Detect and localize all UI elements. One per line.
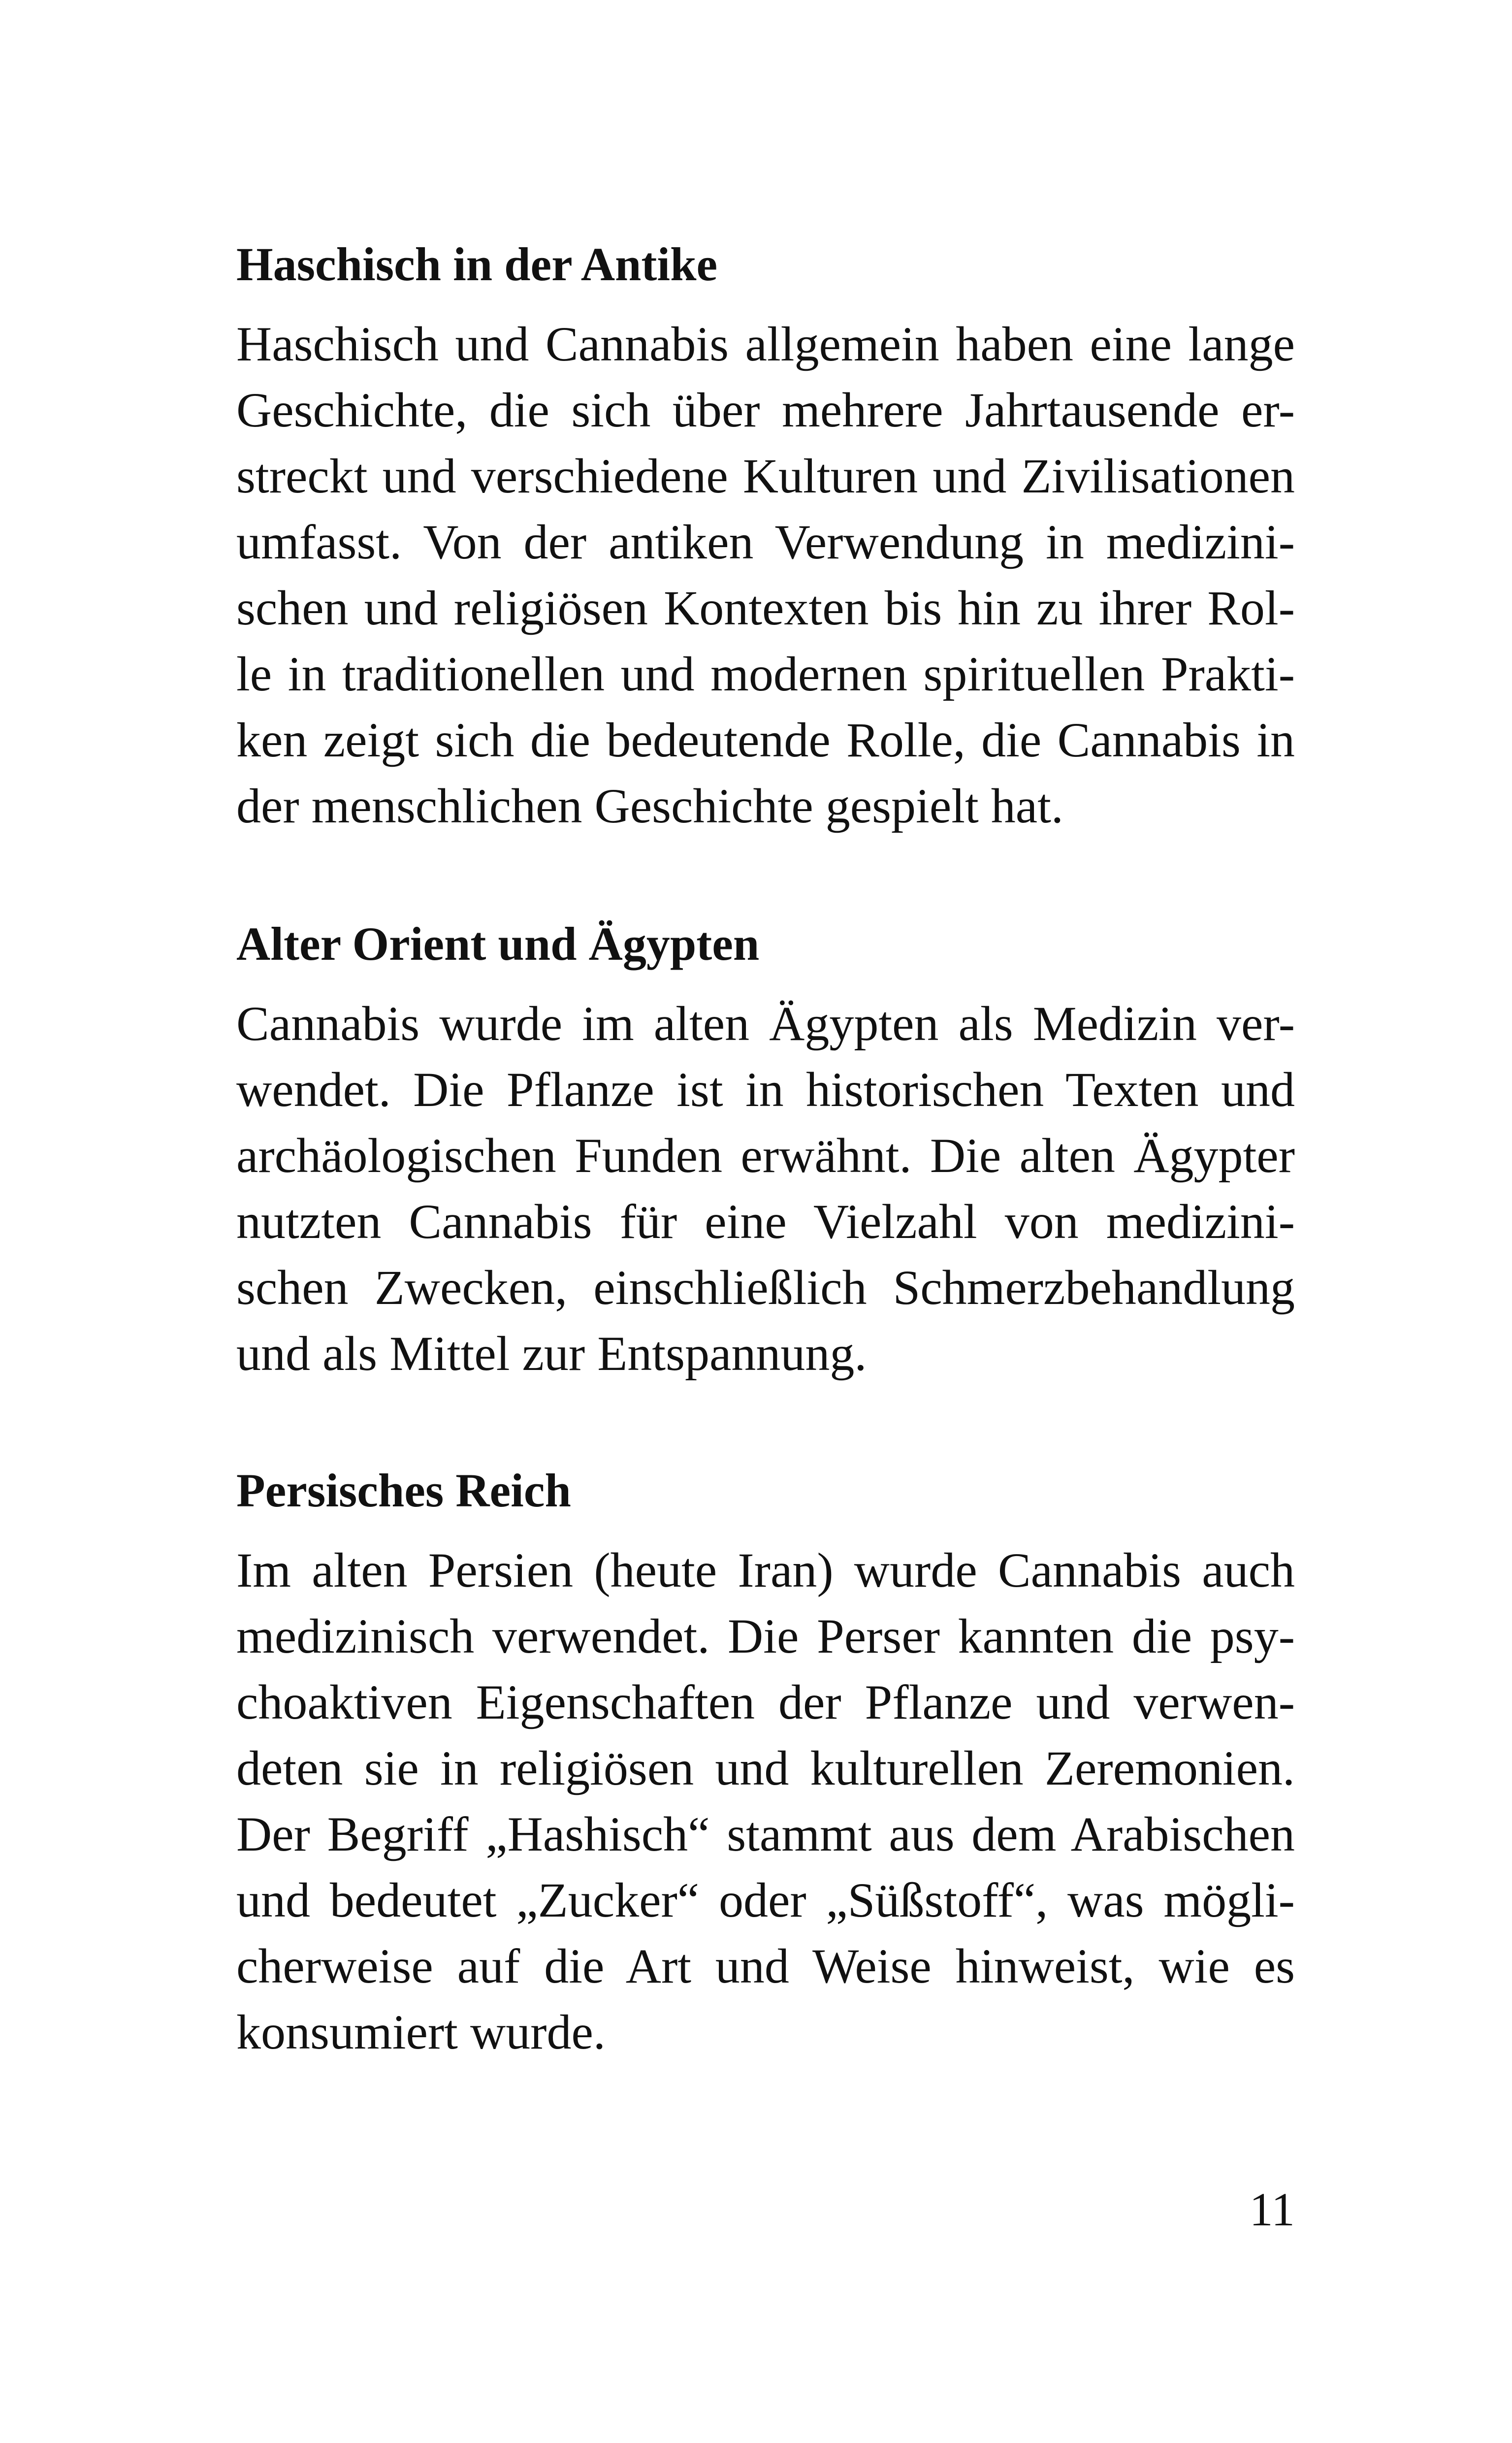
- text-line: Geschichte, die sich über mehrere Jahrtausende er-: [236, 383, 1295, 437]
- book-page: [236, 0, 1295, 2443]
- text-line: nutzten Cannabis für eine Vielzahl von medizini-: [236, 1194, 1295, 1249]
- text-line: der menschlichen Geschichte gespielt hat.: [236, 779, 1063, 833]
- text-line: wendet. Die Pflanze ist in historischen Texten und: [236, 1062, 1295, 1117]
- text-line: medizinisch verwendet. Die Perser kannten die psy-: [236, 1609, 1295, 1663]
- text-line: Im alten Persien (heute Iran) wurde Cannabis auch: [236, 1543, 1295, 1597]
- text-line: cherweise auf die Art und Weise hinweist, wie es: [236, 1939, 1295, 1993]
- text-line: archäologischen Funden erwähnt. Die alten Ägypter: [236, 1128, 1295, 1183]
- text-line: und bedeutet „Zucker“ oder „Süßstoff“, was mögli-: [236, 1873, 1295, 1927]
- section-paragraph: [236, 311, 1295, 839]
- text-line: umfasst. Von der antiken Verwendung in medizini-: [236, 515, 1295, 569]
- section-aegypten: [236, 911, 1295, 1387]
- section-paragraph: [236, 991, 1295, 1387]
- text-line: choaktiven Eigenschaften der Pflanze und verwen-: [236, 1675, 1295, 1729]
- text-line: Haschisch und Cannabis allgemein haben eine lange: [236, 317, 1295, 371]
- text-line: schen und religiösen Kontexten bis hin zu ihrer Rol-: [236, 581, 1295, 635]
- text-line: le in traditionellen und modernen spirituellen Prakti-: [236, 647, 1295, 701]
- text-line: und als Mittel zur Entspannung.: [236, 1326, 867, 1381]
- section-persien: [236, 1458, 1295, 2065]
- text-line: ken zeigt sich die bedeutende Rolle, die Cannabis in: [236, 713, 1295, 767]
- text-line: schen Zwecken, einschließlich Schmerzbehandlung: [236, 1260, 1295, 1315]
- text-line: streckt und verschiedene Kulturen und Zivilisationen: [236, 449, 1295, 503]
- section-antike: [236, 231, 1295, 839]
- text-line: deten sie in religiösen und kulturellen Zeremonien.: [236, 1741, 1295, 1795]
- text-line: Cannabis wurde im alten Ägypten als Medizin ver-: [236, 996, 1295, 1051]
- section-heading: Haschisch in der Antike: [236, 238, 718, 291]
- section-heading: Alter Orient und Ägypten: [236, 917, 760, 970]
- section-heading: Persisches Reich: [236, 1464, 571, 1517]
- text-line: Der Begriff „Hashisch“ stammt aus dem Arabischen: [236, 1807, 1295, 1861]
- page-number: 11: [1249, 2183, 1295, 2236]
- text-line: konsumiert wurde.: [236, 2005, 606, 2059]
- section-paragraph: [236, 1537, 1295, 2065]
